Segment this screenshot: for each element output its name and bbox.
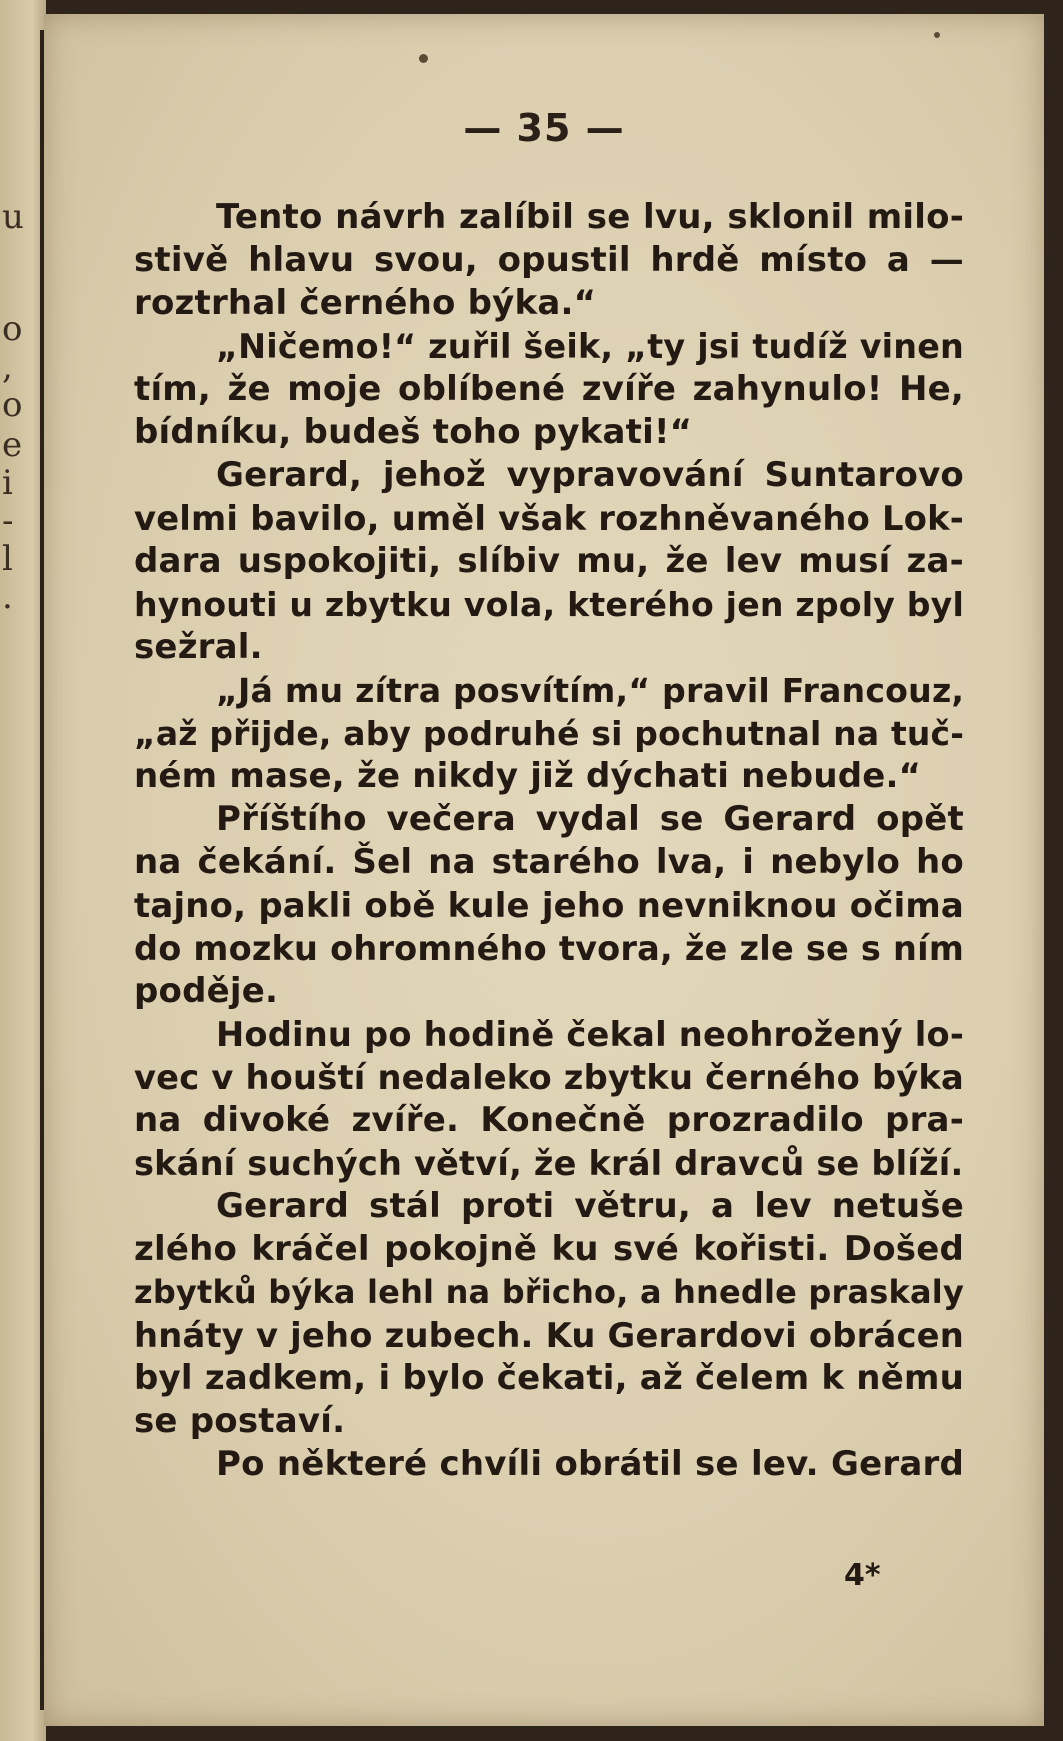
text-line: byl zadkem, i bylo čekati, až čelem k němu	[134, 1358, 964, 1398]
text-line: „Ničemo!“ zuřil šeik, „ty jsi tudíž vinen	[216, 327, 964, 366]
ink-speck	[419, 54, 428, 63]
paragraph	[134, 1185, 964, 1443]
fragment: e	[2, 425, 23, 465]
text-line: se postaví.	[134, 1401, 346, 1441]
text-line: hynouti u zbytku vola, kterého jen zpoly byl	[134, 585, 964, 624]
text-line: stivě hlavu svou, opustil hrdě místo a —	[134, 240, 964, 280]
text-line: Příštího večera vydal se Gerard opět	[216, 799, 964, 839]
paragraph	[134, 1443, 964, 1486]
fragment: i	[2, 463, 13, 503]
paragraph	[134, 196, 964, 325]
text-line: na čekání. Šel na starého lva, i nebylo ho	[134, 842, 964, 882]
paragraph	[134, 798, 964, 1013]
signature-mark: 4*	[844, 1558, 881, 1593]
text-line: sežral.	[134, 627, 263, 667]
text-line: na divoké zvíře. Konečně prozradilo pra-	[134, 1100, 964, 1140]
text-line: ném mase, že nikdy již dýchati nebude.“	[134, 756, 922, 796]
fragment: o	[2, 385, 23, 425]
text-line: Hodinu po hodině čekal neohrožený lo-	[216, 1015, 964, 1054]
text-line: Tento návrh zalíbil se lvu, sklonil milo-	[216, 197, 964, 237]
paragraph	[134, 325, 964, 454]
text-line: Gerard stál proti větru, a lev netuše	[216, 1186, 964, 1226]
paragraph	[134, 1013, 964, 1185]
text-line: roztrhal černého býka.“	[134, 283, 597, 323]
text-line: poděje.	[134, 971, 279, 1011]
text-line: vec v houští nedaleko zbytku černého býka	[134, 1058, 964, 1097]
text-line: dara uspokojiti, slíbiv mu, že lev musí za-	[134, 541, 964, 581]
fragment: .	[2, 577, 13, 617]
fragment: l	[2, 539, 13, 579]
text-line: zlého kráčel pokojně ku své kořisti. Došed	[134, 1229, 964, 1269]
paragraph	[134, 669, 964, 798]
text-line: tím, že moje oblíbené zvíře zahynulo! He,	[134, 369, 964, 409]
fragment: -	[2, 501, 14, 541]
fragment: ,	[2, 347, 13, 387]
page-number: — 35 —	[463, 106, 625, 150]
text-line: Po některé chvíli obrátil se lev. Gerard	[216, 1444, 964, 1484]
book-page	[44, 14, 1044, 1726]
text-line: bídníku, budeš toho pykati!“	[134, 412, 693, 452]
fragment: u	[2, 197, 24, 237]
body-text	[134, 196, 964, 1486]
fragment: o	[2, 309, 23, 349]
text-line: „až přijde, aby podruhé si pochutnal na tuč-	[134, 714, 965, 753]
text-line: „Já mu zítra posvítím,“ pravil Francouz,	[216, 671, 965, 710]
text-line: tajno, pakli obě kule jeho nevniknou očima	[134, 886, 964, 925]
text-line: do mozku ohromného tvora, že zle se s ním	[134, 929, 964, 968]
text-line: zbytků býka lehl na břicho, a hnedle praskaly	[134, 1273, 964, 1311]
text-line: Gerard, jehož vypravování Suntarovo	[216, 455, 964, 495]
text-line: skání suchých větví, že král dravců se blíží.	[134, 1144, 964, 1183]
paragraph	[134, 454, 964, 669]
text-line: hnáty v jeho zubech. Ku Gerardovi obrácen	[134, 1316, 964, 1355]
text-line: velmi bavilo, uměl však rozhněvaného Lok-	[134, 499, 964, 538]
ink-speck	[934, 32, 940, 38]
